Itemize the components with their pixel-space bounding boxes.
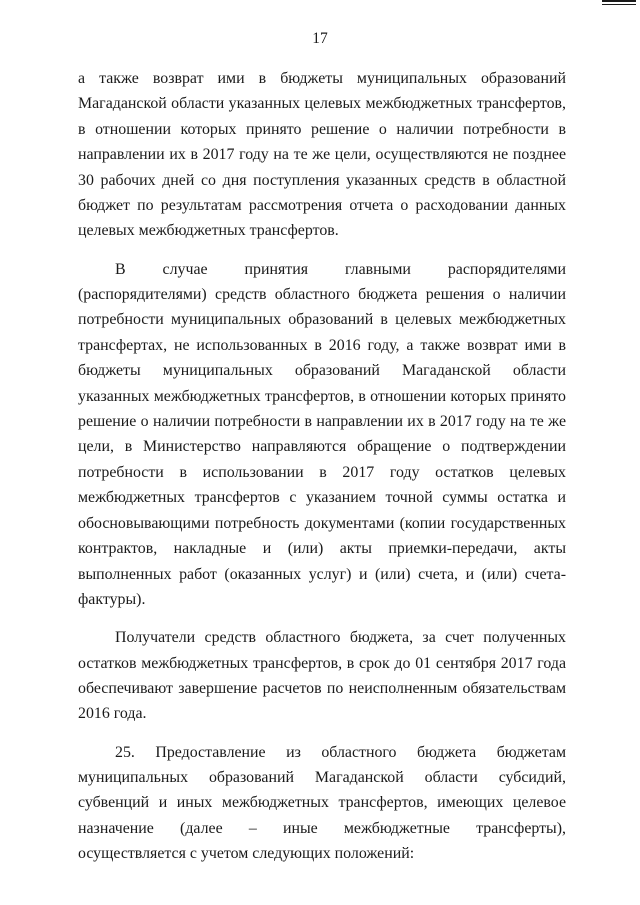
paragraph-continuation: а также возврат ими в бюджеты муниципальных образований Магаданской области указанных целевых межбюджетных трансфертов, в отношении которых принято решение о наличии потребности в направлении их в 2017 году на те же цели, осуществляются не позднее 30 рабочих дней со дня поступления указанных средств в областной бюджет по результатам рассмотрения отчета о расходовании данных целевых межбюджетных трансфертов. — [78, 70, 566, 240]
paragraph-item-25: 25. Предоставление из областного бюджета бюджетам муниципальных образований Магаданской области субсидий, субвенций и иных межбюджетных трансфертов, имеющих целевое назначение (далее – иные межбюджетные трансферты), осуществляется с учетом следующих положений: — [78, 743, 566, 863]
page-number: 17 — [312, 30, 328, 47]
document-body — [78, 66, 566, 879]
corner-rule — [602, 4, 636, 5]
corner-rule — [602, 0, 636, 2]
paragraph-recipients: Получатели средств областного бюджета, за счет полученных остатков межбюджетных трансфертов, в срок до 01 сентября 2017 года обеспечивают завершение расчетов по неисполненным обязательствам 2016 года. — [78, 629, 566, 723]
paragraph-remaining-balances: В случае принятия главными распорядителями (распорядителями) средств областного бюджета решения о наличии потребности муниципальных образований в целевых межбюджетных трансфертах, не использованных в 2016 году, а также возврат ими в бюджеты муниципальных образований Магаданской области указанных межбюджетных трансфертов, в отношении которых принято решение о наличии потребности в направлении их в 2017 году на те же цели, в Министерство направляются обращение о подтверждении потребности в использовании в 2017 году остатков целевых межбюджетных трансфертов с указанием точной суммы остатка и обосновывающими потребность документами (копии государственных контрактов, накладные и (или) акты приемки-передачи, акты выполненных работ (оказанных услуг) и (или) счета, и (или) счета-фактуры). — [78, 260, 566, 608]
